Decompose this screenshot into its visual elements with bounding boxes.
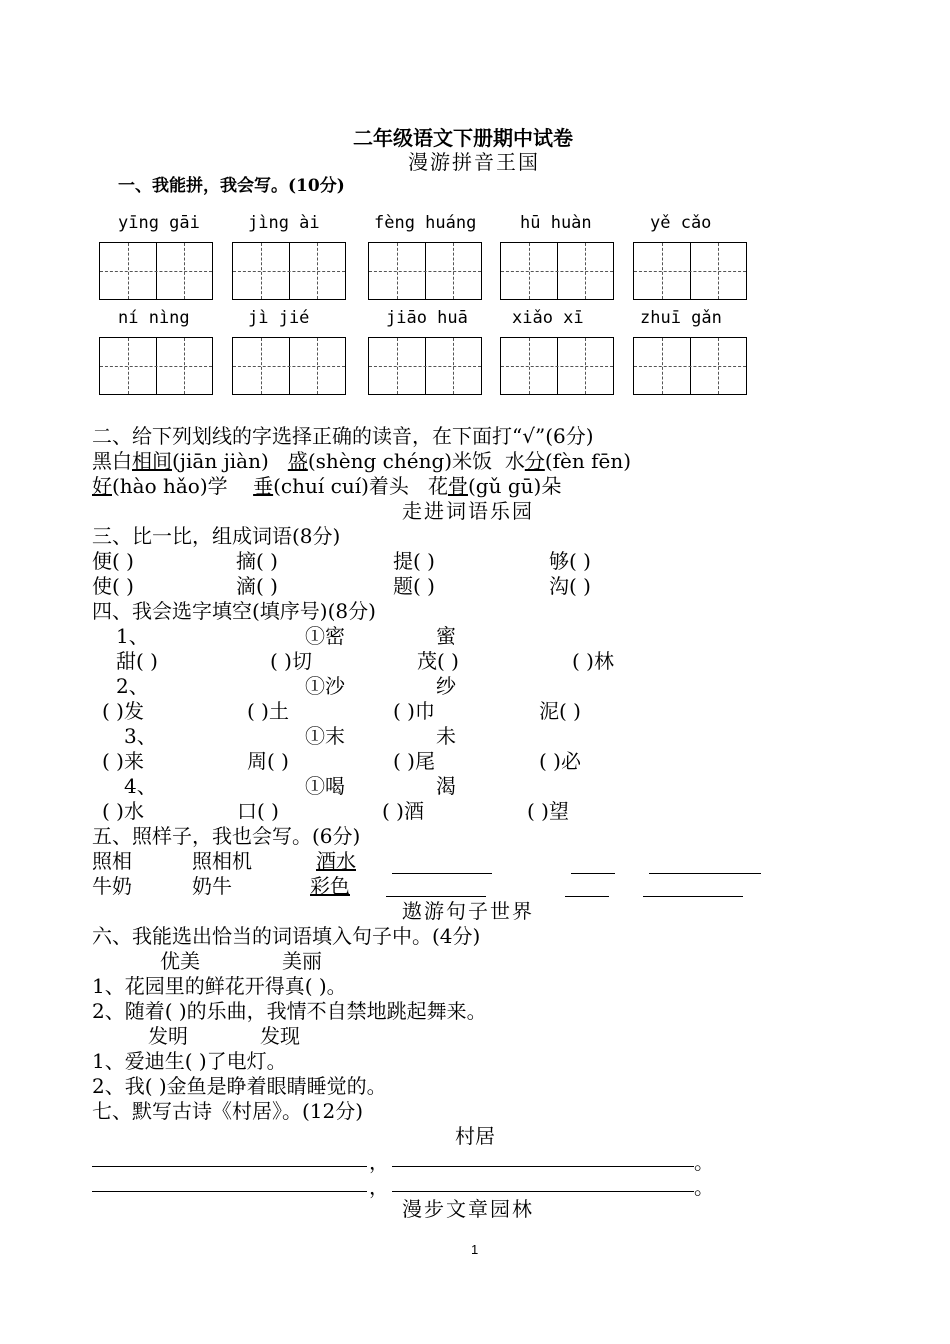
q7-heading: 七、默写古诗《村居》。(12分) [92,1099,364,1123]
punctuation-comma: ， [369,1150,389,1174]
q4-blank[interactable]: ( )林 [572,649,614,673]
q2-reading-choice[interactable]: (hào hǎo)学 [112,474,228,498]
section-title-articles: 漫步文章园林 [402,1197,534,1221]
q4-item-number: 4、 [124,774,157,798]
q4-blank[interactable]: ( )切 [270,649,312,673]
q4-blank[interactable]: ( )巾 [393,699,435,723]
q4-heading: 四、我会选字填空(填序号)(8分) [92,599,376,623]
writing-grid[interactable] [500,337,614,395]
answer-line[interactable] [392,873,492,874]
q2-reading-choice[interactable]: (gǔ gū)朵 [467,474,562,498]
q2-heading: 二、给下列划线的字选择正确的读音，在下面打“√”(6分) [92,424,594,448]
section-title-words: 走进词语乐园 [402,499,534,523]
answer-line[interactable] [565,896,609,897]
q6-word-option: 优美 [160,949,200,973]
pinyin-label: jìng ài [248,213,320,233]
q4-blank[interactable]: ( )望 [527,799,569,823]
q4-option: 未 [436,724,456,748]
writing-grid[interactable] [232,337,346,395]
q2-underlined-word: 盛 [287,449,308,473]
pinyin-label: xiǎo xī [512,308,584,328]
page-number: 1 [471,1242,479,1257]
answer-line[interactable] [649,873,761,874]
q4-item-number: 1、 [116,624,149,648]
section-title-pinyin: 漫游拼音王国 [408,150,540,174]
writing-grid[interactable] [633,337,747,395]
q6-word-option: 发现 [260,1024,300,1048]
pinyin-label: jiāo huā [386,308,468,328]
q4-item-number: 2、 [116,674,149,698]
q3-blank[interactable]: 题( ) [393,574,435,598]
pinyin-label: yīng gāi [118,213,200,233]
q6-heading: 六、我能选出恰当的词语填入句子中。(4分) [92,924,481,948]
pinyin-label: zhuī gǎn [640,308,722,328]
answer-line[interactable] [392,1166,694,1167]
q3-heading: 三、比一比，组成词语(8分) [92,524,341,548]
q4-blank[interactable]: ( )土 [247,699,289,723]
q2-reading-choice[interactable]: (chuí cuí)着头 [273,474,409,498]
q2-underlined-word: 垂 [253,474,274,498]
q2-underlined-word: 骨 [447,474,468,498]
q2-underlined-word: 分 [524,449,545,473]
q2-reading-choice[interactable]: (fèn fēn) [544,449,632,473]
q2-reading-choice[interactable]: (jiān jiàn) [172,449,269,473]
section-title-sentences: 遨游句子世界 [402,899,534,923]
q4-option: 渴 [436,774,456,798]
q4-blank[interactable]: ( )酒 [382,799,424,823]
writing-grid[interactable] [500,242,614,300]
pinyin-label: ní nìng [118,308,190,328]
q4-option: ①末 [305,724,345,748]
q4-blank[interactable]: 茂( ) [417,649,459,673]
q4-blank[interactable]: ( )来 [102,749,144,773]
pinyin-label: jì jié [248,308,310,328]
q2-line-2 [92,476,561,496]
q3-blank[interactable]: 摘( ) [236,549,278,573]
q6-sentence[interactable]: 1、花园里的鲜花开得真( )。 [92,974,347,998]
q3-blank[interactable]: 便( ) [92,549,134,573]
q4-option: 纱 [436,674,456,698]
q3-blank[interactable]: 沟( ) [549,574,591,598]
q4-blank[interactable]: ( )水 [102,799,144,823]
q5-example-word: 牛奶 [92,874,132,898]
q2-reading-choice[interactable]: (shèng chéng)米饭 [307,449,493,473]
q4-blank[interactable]: ( )发 [102,699,144,723]
q3-blank[interactable]: 滴( ) [236,574,278,598]
writing-grid[interactable] [368,242,482,300]
q6-word-option: 美丽 [282,949,322,973]
q1-heading: 一、我能拼，我会写。(10分) [118,176,345,196]
q3-blank[interactable]: 提( ) [393,549,435,573]
q4-option: 蜜 [436,624,456,648]
page-title: 二年级语文下册期中试卷 [353,126,573,150]
q2-underlined-word: 好 [92,474,112,498]
q5-heading: 五、照样子，我也会写。(6分) [92,824,361,848]
writing-grid[interactable] [99,337,213,395]
q6-sentence[interactable]: 2、我( )金鱼是睁着眼睛睡觉的。 [92,1074,387,1098]
q4-item-number: 3、 [124,724,157,748]
q2-line-1 [92,451,631,471]
writing-grid[interactable] [368,337,482,395]
q4-blank[interactable]: ( )尾 [393,749,435,773]
q4-blank[interactable]: 周( ) [247,749,289,773]
answer-line[interactable] [92,1191,367,1192]
q2-text: 水 [504,449,525,473]
answer-line[interactable] [392,1191,694,1192]
q5-prompt-word: 酒水 [316,849,356,873]
q2-underlined-word: 相间 [132,449,172,473]
q5-example-word: 照相 [92,849,132,873]
punctuation-comma: ， [369,1175,389,1199]
q4-option: ①密 [305,624,345,648]
q2-text: 黑白 [92,449,132,473]
punctuation-period: 。 [694,1150,714,1174]
answer-line[interactable] [643,896,743,897]
pinyin-label: fèng huáng [374,213,477,233]
q5-example-word: 奶牛 [192,874,232,898]
answer-line[interactable] [571,873,615,874]
q4-blank[interactable]: 甜( ) [116,649,158,673]
pinyin-label: yě cǎo [650,213,712,233]
q5-example-word: 照相机 [192,849,252,873]
writing-grid[interactable] [633,242,747,300]
writing-grid[interactable] [99,242,213,300]
q4-blank[interactable]: 泥( ) [539,699,581,723]
q4-option: ①沙 [305,674,345,698]
q6-sentence[interactable]: 2、随着( )的乐曲，我情不自禁地跳起舞来。 [92,999,487,1023]
poem-title: 村居 [455,1124,495,1148]
answer-line[interactable] [92,1166,367,1167]
q4-blank[interactable]: ( )必 [539,749,581,773]
q3-blank[interactable]: 够( ) [549,549,591,573]
q3-blank[interactable]: 使( ) [92,574,134,598]
pinyin-label: hū huàn [520,213,592,233]
punctuation-period: 。 [694,1175,714,1199]
answer-line[interactable] [386,896,486,897]
writing-grid[interactable] [232,242,346,300]
q2-text: 花 [427,474,448,498]
q4-blank[interactable]: 口( ) [237,799,279,823]
q5-prompt-word: 彩色 [310,874,350,898]
q6-sentence[interactable]: 1、爱迪生( )了电灯。 [92,1049,287,1073]
q6-word-option: 发明 [148,1024,188,1048]
q4-option: ①喝 [305,774,345,798]
